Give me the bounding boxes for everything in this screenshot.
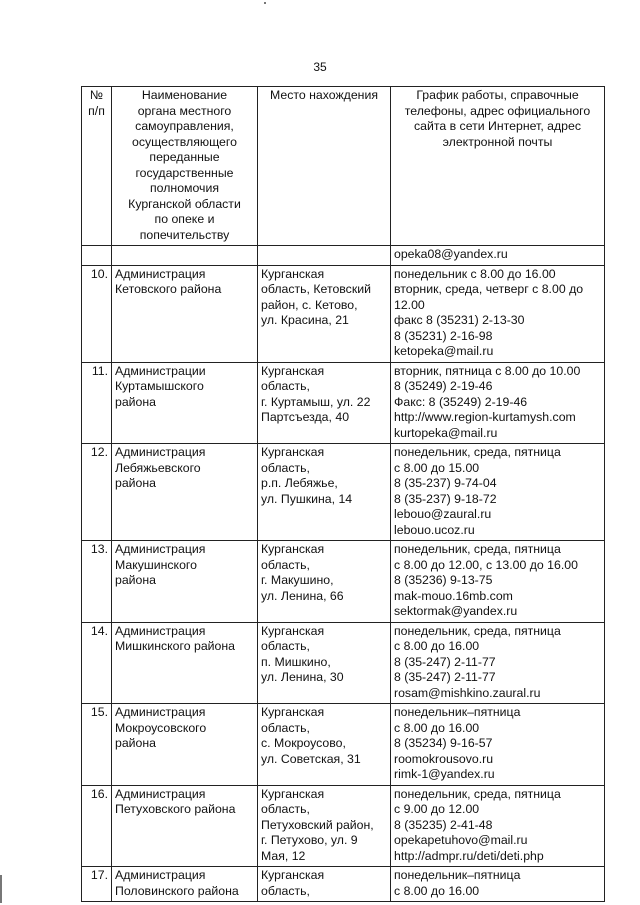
cell-line: Кетовского района [115,282,222,296]
cell-line: 8 (35236) 9-13-75 [394,573,493,587]
cell-num: 12. [82,444,112,541]
cell-line: область, Кетовский [261,282,371,296]
cell-line: mak-mouo.16mb.com [394,588,513,603]
header-name [112,87,258,246]
cell-line: вторник, среда, четверг с 8.00 до [394,282,584,296]
cell-line: 8 (35234) 9-16-57 [394,736,493,750]
cell-num: 10. [82,265,112,362]
cell-line: района [115,394,157,409]
cell-line: lebouo.ucoz.ru [394,522,475,537]
cell-line: факс 8 (35231) 2-13-30 [394,313,525,327]
cell-line: Курганская [261,266,325,281]
cell-line: Курганская [261,705,325,719]
scan-edge-mark [0,875,2,903]
page-number: 35 [313,60,327,74]
cell-line: с 8.00 до 16.00 [394,883,480,898]
table-row [82,867,605,902]
cell-line: Администрация [115,266,206,281]
cell-line: телефоны, адрес официального [404,103,591,118]
cell-schedule [391,444,605,541]
cell-line: самоуправления, [135,119,234,133]
cell-location [258,541,391,623]
cell-line: Петуховский район, [261,817,374,832]
table-row [82,265,605,362]
scan-dot [264,2,266,4]
table-row [82,704,605,786]
cell-location [258,785,391,867]
cell-line: область, [261,379,310,393]
cell-line: № [89,88,104,102]
cell-line: с 9.00 до 12.00 [394,802,480,816]
cell-line: Администрация [115,705,206,719]
cell-line: понедельник, среда, пятница [394,786,561,801]
cell-line: 8 (35-247) 2-11-77 [394,654,496,669]
cell-line: Мая, 12 [261,848,306,863]
cell-line: 8 (35235) 2-41-48 [394,817,493,832]
cell-num: 13. [82,541,112,623]
authorities-table [81,86,605,902]
cell-line: sektormak@yandex.ru [394,604,518,618]
cell-line: ул. Ленина, 66 [261,588,344,603]
cell-line: с 8.00 до 12.00, с 13.00 до 16.00 [394,557,578,572]
cell-name [112,362,258,444]
cell-line: http://www.region-kurtamysh.com [394,410,576,424]
cell-name [112,444,258,541]
cell-line: по опеке и [154,212,215,226]
cell-num [82,246,112,266]
cell-num: 16. [82,785,112,867]
cell-line: сайта в сети Интернет, адрес [413,119,582,133]
cell-line: 12.00 [394,297,425,312]
cell-name [112,704,258,786]
cell-name [112,622,258,704]
cell-line: 8 (35249) 2-19-46 [394,379,493,393]
cell-line: Петуховского района [115,802,236,816]
cell-line: Мишкинского района [115,639,236,653]
table-row [82,362,605,444]
cell-num: 15. [82,704,112,786]
cell-schedule [391,541,605,623]
cell-line: с 8.00 до 16.00 [394,720,480,735]
cell-line: п. Мишкино, [261,654,331,669]
cell-line: Половинского района [115,883,239,898]
cell-line: 8 (35-237) 9-74-04 [394,476,497,490]
cell-line: Курганская [261,786,325,801]
cell-location [258,265,391,362]
cell-line: График работы, справочные [416,88,579,102]
cell-line: район, с. Кетово, [261,297,358,312]
cell-line: попечительству [139,227,230,242]
cell-line: Администрации [115,363,206,378]
table-row [82,622,605,704]
cell-line: Место нахождения [269,88,379,102]
cell-line: Курганская [261,868,325,882]
cell-line: область, [261,883,310,898]
cell-line: Партсъезда, 40 [261,410,350,424]
cell-schedule [391,622,605,704]
cell-line: kurtopeka@mail.ru [394,425,498,440]
cell-line: roomokrousovo.ru [394,751,494,766]
cell-line: opekapetuhovo@mail.ru [394,833,528,847]
cell-line: полномочия [150,181,219,195]
cell-line: переданные [149,150,220,164]
cell-num: 17. [82,867,112,902]
cell-line: Администрация [115,445,206,459]
cell-location [258,362,391,444]
cell-line: Куртамышского [115,379,204,393]
cell-location [258,444,391,541]
table-row [82,444,605,541]
cell-line: lebouo@zaural.ru [394,507,492,521]
cell-line: г. Куртамыш, ул. 22 [261,394,371,409]
cell-location [258,704,391,786]
cell-line: р.п. Лебяжье, [261,476,338,490]
cell-line: района [115,476,157,490]
cell-line: Наименование [141,88,228,102]
cell-line: ул. Ленина, 30 [261,670,344,684]
cell-line: Лебяжьевского [115,460,201,475]
cell-line: 8 (35-237) 9-18-72 [394,491,497,506]
cell-line: область, [261,802,310,816]
cell-schedule [391,362,605,444]
cell-location [258,246,391,266]
table-row [82,541,605,623]
cell-name [112,246,258,266]
cell-line: понедельник, среда, пятница [394,445,561,459]
cell-line: г. Петухово, ул. 9 [261,833,358,847]
cell-line: понедельник–пятница [394,868,521,882]
cell-line: района [115,736,157,750]
header-location [258,87,391,246]
cell-line: http://admpr.ru/deti/deti.php [394,848,544,863]
header-schedule [391,87,605,246]
cell-line: вторник, пятница с 8.00 до 10.00 [394,363,581,378]
cell-line: Администрация [115,623,206,638]
cell-schedule [391,704,605,786]
cell-line: п/п [88,103,105,118]
cell-line: область, [261,460,310,475]
cell-line: Факс: 8 (35249) 2-19-46 [394,394,528,409]
cell-line: Курганская [261,542,325,556]
cell-line: ketopeka@mail.ru [394,344,494,358]
cell-line: Курганская [261,623,325,638]
cell-line: 8 (35-247) 2-11-77 [394,670,496,684]
cell-line: электронной почты [442,134,553,149]
cell-line: с. Мокроусово, [261,736,346,750]
cell-line: область, [261,557,310,572]
cell-line: Курганской области [128,196,241,211]
table-header-row [82,87,605,246]
cell-line: ул. Советская, 31 [261,751,361,766]
cell-line: ул. Красина, 21 [261,313,349,327]
cell-schedule [391,785,605,867]
cell-num: 14. [82,622,112,704]
cell-line: г. Макушино, [261,573,334,587]
cell-line: 8 (35231) 2-16-98 [394,328,493,343]
cell-line: Администрация [115,868,206,882]
cell-name [112,785,258,867]
cell-line: Администрация [115,542,206,556]
cell-line: с 8.00 до 15.00 [394,460,480,475]
cell-line: района [115,573,157,587]
cell-name [112,541,258,623]
cell-line: с 8.00 до 16.00 [394,639,480,653]
cell-line: Макушинского [115,557,197,572]
cell-line: государственные [135,165,234,180]
cell-name [112,265,258,362]
table-row [82,785,605,867]
cell-line: Администрация [115,786,206,801]
cell-line: Курганская [261,363,325,378]
cell-line: rimk-1@yandex.ru [394,767,495,781]
cell-line: понедельник–пятница [394,705,521,719]
cell-schedule [391,867,605,902]
cell-name [112,867,258,902]
cell-line: органа местного [137,103,232,118]
cell-location [258,867,391,902]
cell-line: ул. Пушкина, 14 [261,491,353,506]
cell-schedule [391,246,605,266]
cell-line: область, [261,720,310,735]
cell-schedule [391,265,605,362]
cell-line: осуществляющего [132,134,237,149]
cell-line: Курганская [261,445,325,459]
cell-line: понедельник, среда, пятница [394,623,561,638]
cell-line: Мокроусовского [115,720,207,735]
cell-location [258,622,391,704]
cell-line: rosam@mishkino.zaural.ru [394,685,541,700]
continuation-row [82,246,605,266]
email-text: opeka08@yandex.ru [394,247,508,261]
cell-line: область, [261,639,310,653]
cell-line: понедельник, среда, пятница [394,542,561,556]
cell-line: понедельник с 8.00 до 16.00 [394,266,556,281]
header-num [82,87,112,246]
cell-num: 11. [82,362,112,444]
